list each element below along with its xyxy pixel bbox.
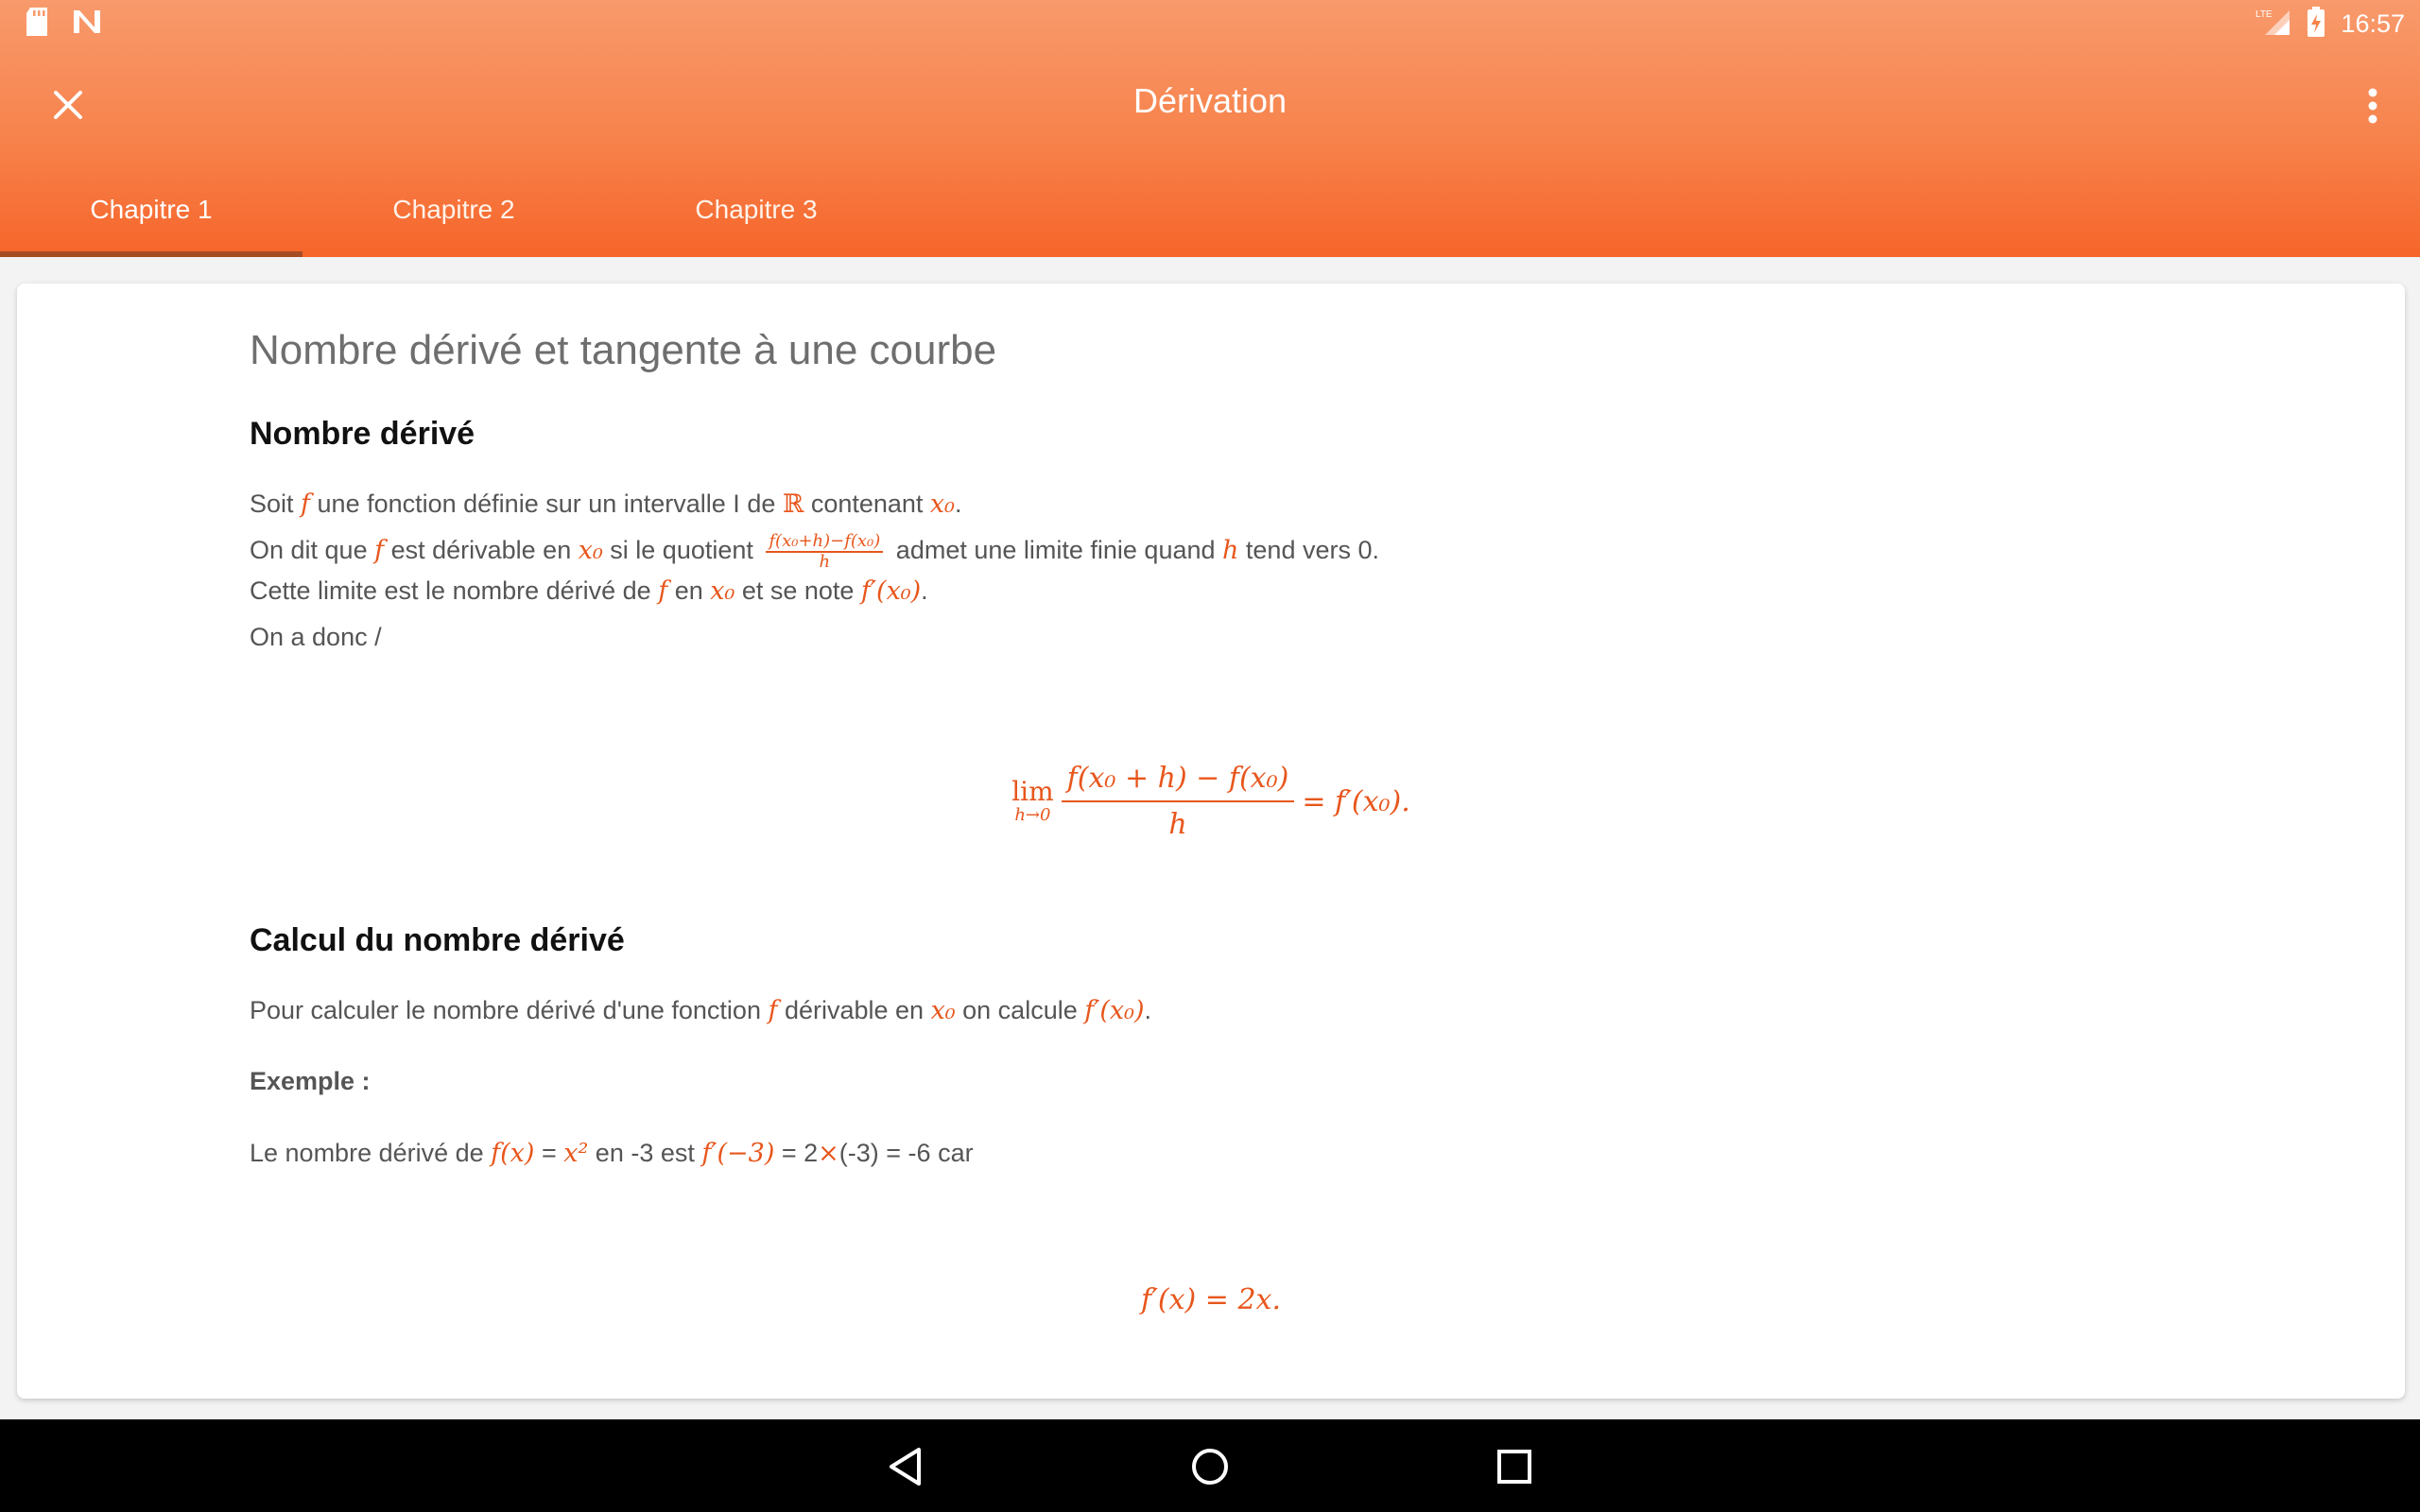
n-notification-icon: [72, 9, 102, 40]
section-heading-calcul: Calcul du nombre dérivé: [250, 922, 625, 958]
paragraph-derivable: On dit que f est dérivable en x₀ si le quotient $\frac{\text{f(x₀+h)−f(x₀)}}{h}$ admet une limite finie quand h tend vers 0.: [250, 530, 1379, 572]
lte-signal-icon: [2256, 7, 2291, 42]
paragraph-definition: Soit f une fonction définie sur un intervalle I de ℝ contenant x₀.: [250, 490, 962, 519]
recents-button[interactable]: [1488, 1440, 1541, 1493]
paragraph-exemple: Le nombre dérivé de f(x) = x² en -3 est f′(−3) = 2×(-3) = -6 car: [250, 1139, 974, 1168]
tab-chapitre-3[interactable]: Chapitre 3: [695, 195, 818, 224]
sd-card-icon: [25, 8, 49, 41]
status-bar: [0, 0, 2420, 47]
system-nav-bar: [0, 1419, 2420, 1512]
inline-quotient: $\frac{\text{f(x₀+h)−f(x₀)}}{h}$: [766, 532, 883, 572]
chapter-tabs: [0, 176, 908, 257]
network-label: LTE: [2256, 9, 2273, 20]
lesson-content: [250, 327, 2329, 660]
lesson-content-2: [250, 922, 2329, 1177]
status-time: 16:57: [2341, 9, 2405, 38]
limit-formula: lim h→0 $\frac{\text{f(x₀ + h) − f(x₀)}}{h}$ = f′(x₀).: [1011, 762, 1410, 841]
back-triangle-icon: [887, 1447, 925, 1486]
example-label: Exemple :: [250, 1067, 371, 1095]
home-circle-icon: [1190, 1447, 1230, 1486]
tab-chapitre-1[interactable]: Chapitre 1: [0, 176, 302, 257]
home-button[interactable]: [1184, 1440, 1236, 1493]
more-vert-icon: [2367, 87, 2378, 125]
tab-chapitre-2[interactable]: Chapitre 2: [392, 195, 515, 224]
recents-square-icon: [1496, 1449, 1532, 1485]
page-title-bar: Dérivation: [1132, 81, 1288, 120]
section-heading-nombre-derive: Nombre dérivé: [250, 416, 475, 452]
paragraph-calcul: Pour calculer le nombre dérivé d'une fonction f dérivable en x₀ on calcule f′(x₀).: [250, 996, 1151, 1025]
back-button[interactable]: [879, 1440, 932, 1493]
lesson-card[interactable]: [17, 284, 2405, 1399]
derivative-formula: f′(x) = 2x.: [1141, 1283, 1281, 1316]
paragraph-on-a-donc: On a donc /: [250, 623, 382, 651]
paragraph-limite: Cette limite est le nombre dérivé de f en x₀ et se note f′(x₀).: [250, 576, 928, 606]
app-bar: [0, 47, 2420, 163]
battery-charging-icon: [2307, 7, 2325, 42]
app-header: [0, 0, 2420, 257]
overflow-menu-button[interactable]: [2344, 77, 2401, 134]
lesson-title: Nombre dérivé et tangente à une courbe: [250, 327, 997, 373]
